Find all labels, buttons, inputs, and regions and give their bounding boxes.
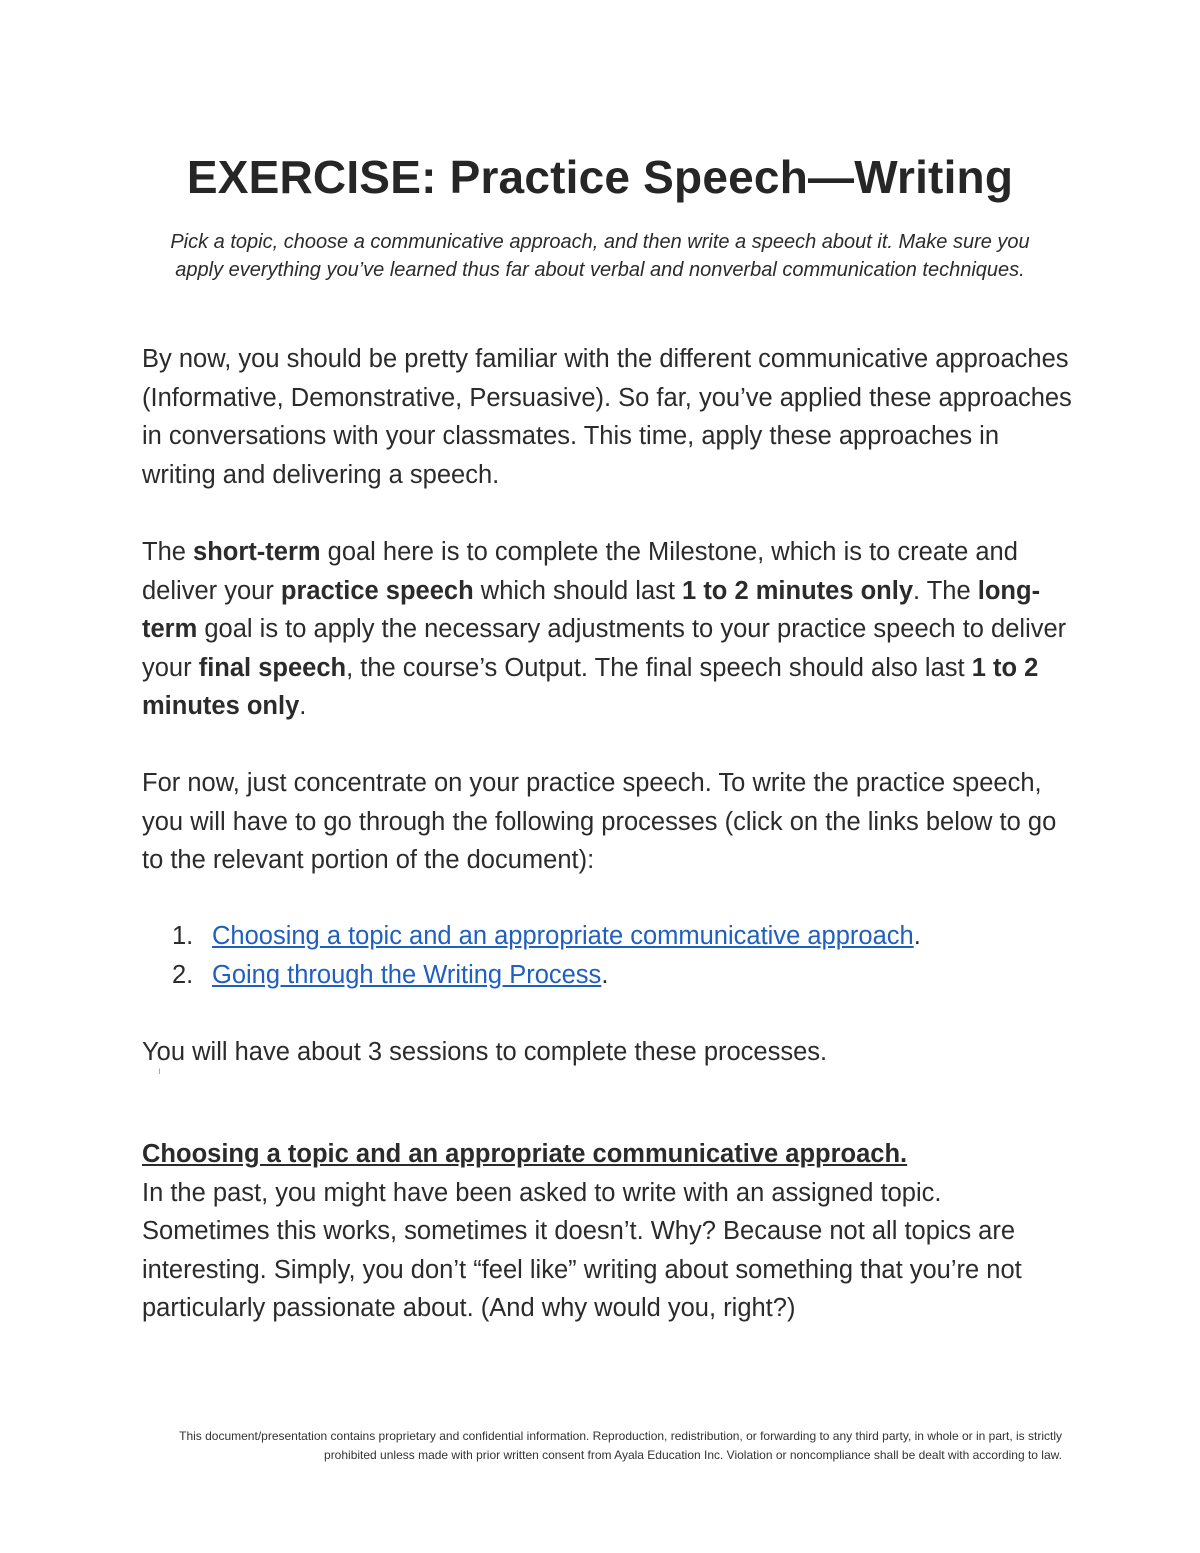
list-number: 1. [172, 922, 194, 950]
goals-text: The [142, 538, 194, 566]
writing-process-link[interactable]: Going through the Writing Process [212, 960, 602, 989]
intro-paragraph: By now, you should be pretty familiar with the different communicative approaches (Informative, Demonstrative, Persuasive). So far, you’ve applied these approaches in conversations with your classmates. This time, apply these approaches in writing and delivering a speech. [142, 345, 1072, 489]
process-steps-list [172, 917, 921, 994]
text-cursor-mark: ı [158, 1066, 161, 1077]
goals-text: which should last [473, 576, 683, 605]
list-item [172, 956, 921, 995]
page-title: EXERCISE: Practice Speech—Writing [186, 151, 1014, 203]
goals-text: . [299, 692, 307, 720]
confidentiality-footer: This document/presentation contains proprietary and confidential information. Reproduction, redistribution, or forwarding to any third party, in whole or in part, is strictly prohibited unless made with prior written consent from Ayala Education Inc. Violation or noncompliance shall be dealt with according to law. [179, 1429, 1062, 1462]
practice-speech-emphasis: practice speech [280, 576, 474, 605]
short-term-emphasis: short-term [193, 538, 321, 566]
list-number: 2. [172, 960, 194, 989]
list-item [172, 917, 921, 956]
goals-paragraph [142, 533, 1072, 726]
choosing-topic-link[interactable]: Choosing a topic and an appropriate communicative approach [212, 922, 914, 950]
sessions-paragraph: You will have about 3 sessions to complete these processes. [142, 1038, 828, 1066]
list-suffix: . [913, 922, 921, 950]
duration-emphasis: 1 to 2 minutes only [682, 576, 914, 605]
section-heading: Choosing a topic and an appropriate communicative approach. [142, 1140, 908, 1168]
final-speech-emphasis: final speech [198, 653, 347, 682]
instructions-subtitle: Pick a topic, choose a communicative approach, and then write a speech about it. Make sure you apply everything you’ve learned thus far about verbal and nonverbal communication techniques. [170, 231, 1030, 281]
duration-emphasis: 1 to 2 minutes only [142, 653, 1039, 720]
goals-text: . The [913, 576, 978, 605]
goals-text: goal here is to complete the Milestone, which is to create and deliver your [142, 538, 1018, 605]
section-body: In the past, you might have been asked to write with an assigned topic. Sometimes this works, sometimes it doesn’t. Why? Because not all topics are interesting. Simply, you don’t “feel like” writing about something that you’re not particularly passionate about. (And why would you, right?) [142, 1178, 1022, 1322]
topic-section [142, 1135, 1072, 1328]
list-suffix: . [601, 960, 609, 989]
goals-text: , the course’s Output. The final speech should also last [346, 653, 972, 682]
process-intro-paragraph: For now, just concentrate on your practice speech. To write the practice speech, you will have to go through the following processes (click on the links below to go to the relevant portion of the document): [142, 769, 1057, 874]
goals-text: goal is to apply the necessary adjustments to your practice speech to deliver your [142, 615, 1067, 682]
long-term-emphasis: long-term [142, 576, 1041, 643]
